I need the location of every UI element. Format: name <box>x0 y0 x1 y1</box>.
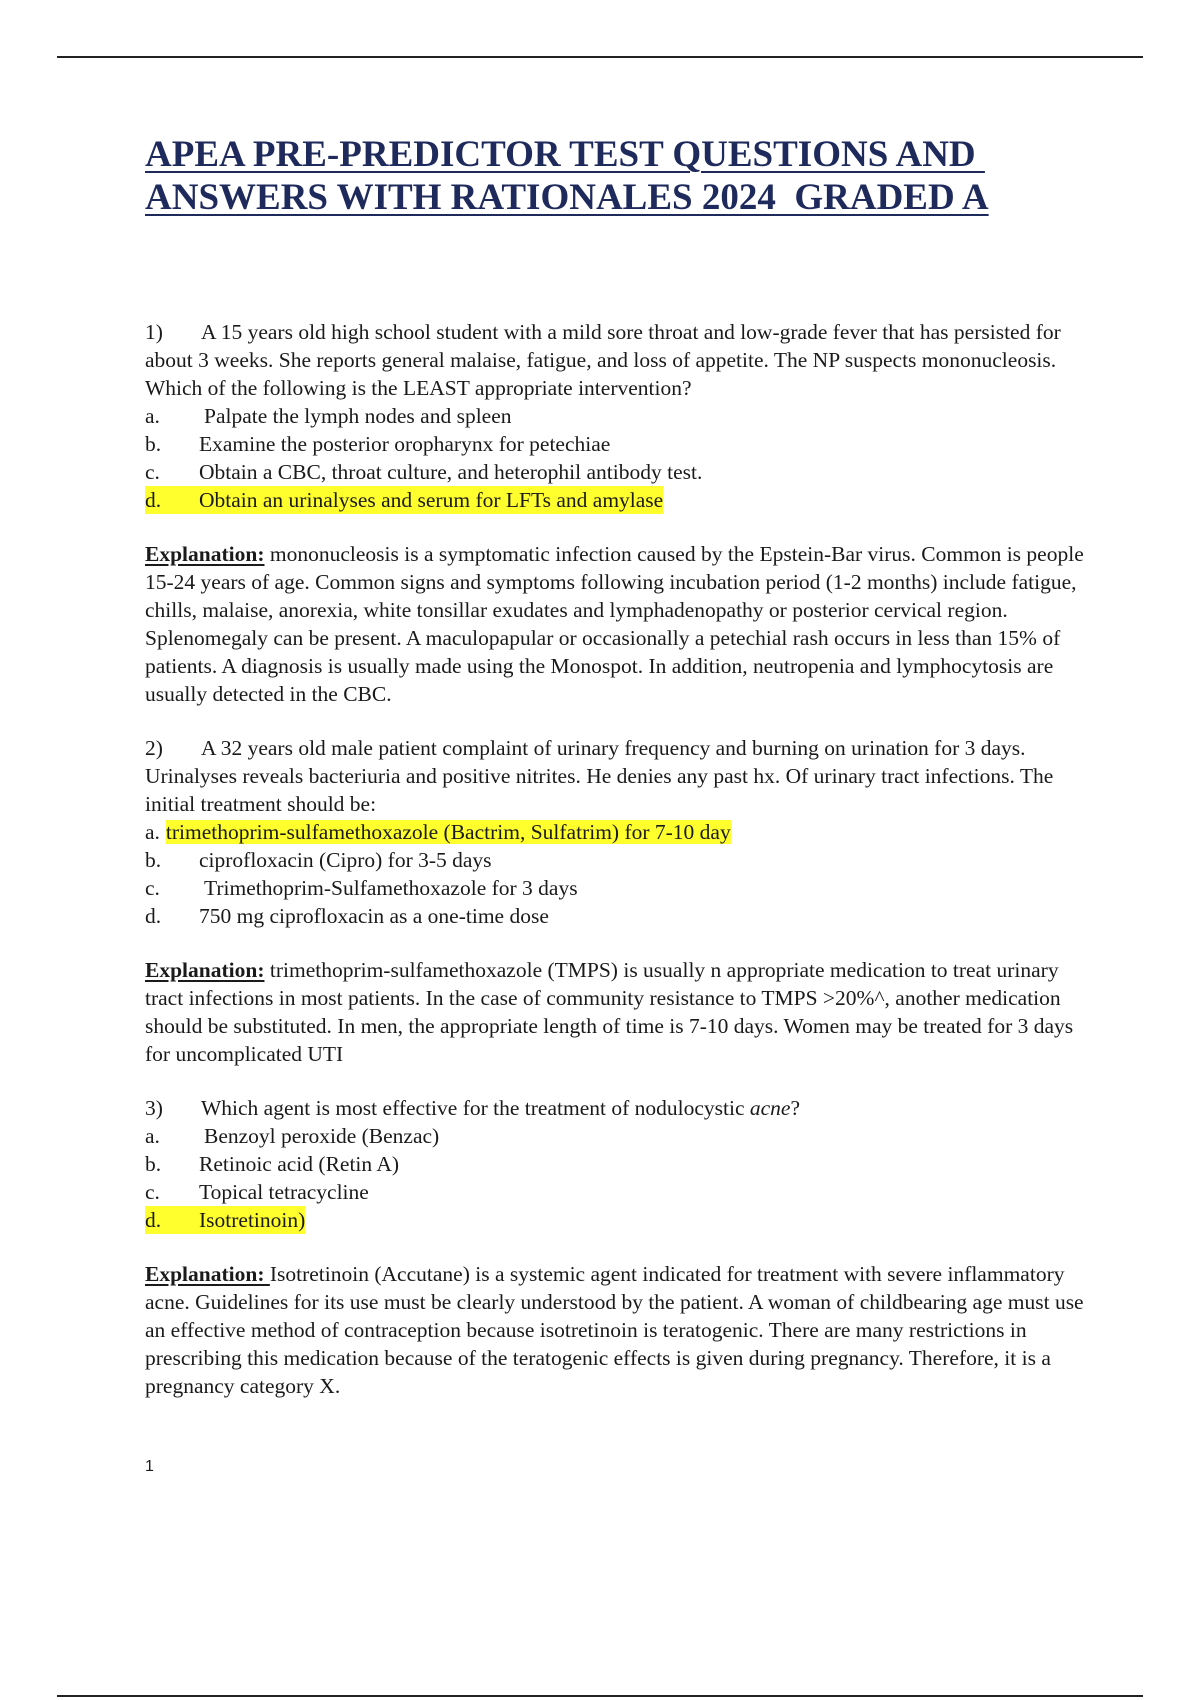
question-number: 2) <box>145 736 163 760</box>
question-number: 1) <box>145 320 163 344</box>
option-d: d. 750 mg ciprofloxacin as a one-time dose <box>145 904 549 928</box>
question-stem <box>145 734 1095 818</box>
page-number: 1 <box>145 1458 154 1475</box>
question-text: A 32 years old male patient complaint of urinary frequency and burning on urination for 3 days. Urinalyses reveals bacteriuria and positive nitrites. He denies any past hx. Of urinary tract infections. The initial treatment should be: <box>145 736 1054 816</box>
option-b: b. Examine the posterior oropharynx for petechiae <box>145 432 611 456</box>
title-line-2: ANSWERS WITH RATIONALES 2024 GRADED A <box>145 177 989 218</box>
answer-highlight: d. Isotretinoin) <box>145 1208 306 1232</box>
question-1 <box>145 318 1095 514</box>
option-b: b. ciprofloxacin (Cipro) for 3-5 days <box>145 848 492 872</box>
explanation-3 <box>145 1260 1095 1400</box>
option-a: a. Benzoyl peroxide (Benzac) <box>145 1124 440 1148</box>
option-c: c. Obtain a CBC, throat culture, and heterophil antibody test. <box>145 460 703 484</box>
option-a: a. Palpate the lymph nodes and spleen <box>145 404 512 428</box>
explanation-label: Explanation: <box>145 958 265 982</box>
question-number: 3) <box>145 1096 163 1120</box>
question-stem <box>145 318 1095 402</box>
answer-highlight: trimethoprim-sulfamethoxazole (Bactrim, Sulfatrim) for 7-10 day <box>165 820 731 844</box>
explanation-2 <box>145 956 1095 1068</box>
question-text: A 15 years old high school student with a mild sore throat and low-grade fever that has persisted for about 3 weeks. She reports general malaise, fatigue, and loss of appetite. The NP suspects mononucleosis. Which of the following is the LEAST appropriate intervention? <box>145 320 1061 400</box>
question-stem: 3) Which agent is most effective for the treatment of nodulocystic acne? <box>145 1096 801 1120</box>
document-title <box>145 133 1105 219</box>
question-2 <box>145 734 1095 930</box>
bottom-rule <box>57 1695 1143 1697</box>
question-3 <box>145 1094 1095 1234</box>
explanation-text: Isotretinoin (Accutane) is a systemic agent indicated for treatment with severe inflammatory acne. Guidelines for its use must be clearly understood by the patient. A woman of childbearing age must use an effective method of contraception because isotretinoin is teratogenic. There are many restrictions in prescribing this medication because of the teratogenic effects is given during pregnancy. Therefore, it is a pregnancy category X. <box>145 1262 1084 1398</box>
explanation-label: Explanation: <box>145 542 265 566</box>
answer-highlight: d. Obtain an urinalyses and serum for LFTs and amylase <box>145 488 664 512</box>
question-text: Which agent is most effective for the treatment of nodulocystic <box>201 1096 750 1120</box>
top-rule <box>57 56 1143 58</box>
option-b: b. Retinoic acid (Retin A) <box>145 1152 400 1176</box>
document-body <box>145 318 1095 1426</box>
option-c: c. Trimethoprim-Sulfamethoxazole for 3 days <box>145 876 578 900</box>
question-text-italic: acne <box>749 1096 791 1120</box>
option-d-answer <box>145 1206 1095 1234</box>
explanation-1 <box>145 540 1095 708</box>
option-d-answer <box>145 486 1095 514</box>
option-a-answer: a. trimethoprim-sulfamethoxazole (Bactrim, Sulfatrim) for 7-10 day <box>145 820 731 844</box>
title-line-1: APEA PRE-PREDICTOR TEST QUESTIONS AND <box>145 134 985 175</box>
option-c: c. Topical tetracycline <box>145 1180 369 1204</box>
explanation-text: mononucleosis is a symptomatic infection caused by the Epstein-Bar virus. Common is people 15-24 years of age. Common signs and symptoms following incubation period (1-2 months) include fatigue, chills, malaise, anorexia, white tonsillar exudates and lymphadenopathy or posterior cervical region. Splenomegaly can be present. A maculopapular or occasionally a petechial rash occurs in less than 15% of patients. A diagnosis is usually made using the Monospot. In addition, neutropenia and lymphocytosis are usually detected in the CBC. <box>145 542 1084 706</box>
explanation-text: trimethoprim-sulfamethoxazole (TMPS) is usually n appropriate medication to treat urinary tract infections in most patients. In the case of community resistance to TMPS >20%^, another medication should be substituted. In men, the appropriate length of time is 7-10 days. Women may be treated for 3 days for uncomplicated UTI <box>145 958 1074 1066</box>
explanation-label: Explanation: <box>145 1262 270 1286</box>
